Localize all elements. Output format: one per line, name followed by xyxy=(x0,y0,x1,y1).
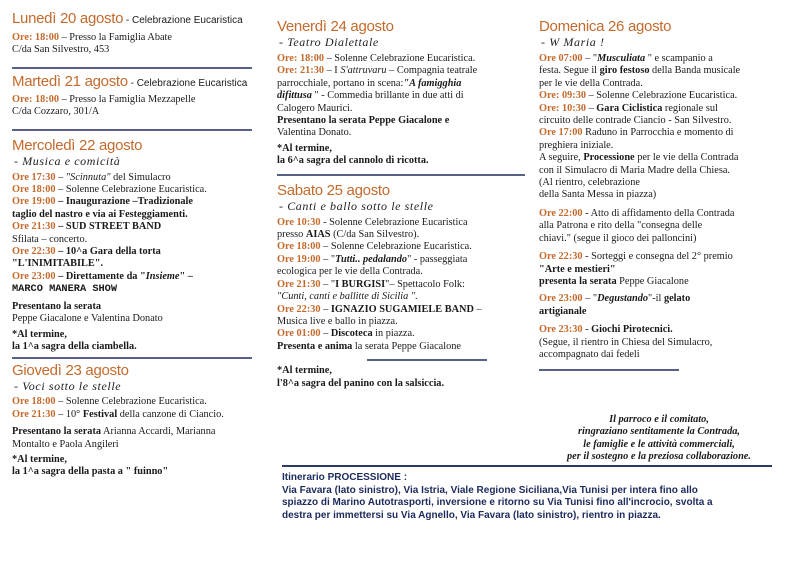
day-monday xyxy=(12,10,267,69)
event-text: – Presso la Famiglia Abate xyxy=(59,32,172,43)
divider xyxy=(367,359,487,361)
time: Ore 23:00 xyxy=(539,293,583,305)
event-text: – Solenne Celebrazione Eucaristica. xyxy=(55,184,207,196)
day-subtitle: - Celebrazione Eucaristica xyxy=(123,15,243,26)
day-tuesday xyxy=(12,73,267,131)
time: Ore 22:30 xyxy=(12,246,56,258)
divider xyxy=(12,357,252,359)
event-text: Degustando xyxy=(597,293,648,305)
event-text: Festival xyxy=(82,408,118,420)
day-theme: - W Maria ! xyxy=(541,35,605,49)
time: Ore 21:30 xyxy=(12,408,56,420)
event-text: " e scampanio a xyxy=(645,53,713,64)
event-text: – Compagnia teatrale xyxy=(386,65,478,77)
closing-label: *Al termine, xyxy=(12,328,67,340)
event-text: regionale sul xyxy=(662,102,718,114)
time: Ore 22:00 xyxy=(539,207,583,219)
event-text: – Solenne Celebrazione Eucaristica. xyxy=(55,396,207,408)
day-theme: - Musica e comicità xyxy=(14,153,121,168)
time: Ore 19:00 xyxy=(12,196,56,208)
day-theme: - Teatro Dialettale xyxy=(279,35,379,49)
time: Ore: 18:00 xyxy=(12,93,59,105)
column-middle xyxy=(277,0,539,390)
closing-text: la 1^a sagra della ciambella. xyxy=(12,340,137,352)
event-text: giro festoso xyxy=(599,65,650,77)
day-theme: - Voci sotto le stelle xyxy=(14,379,122,394)
event-text: difittusa xyxy=(277,90,312,102)
day-wednesday xyxy=(12,137,267,360)
event-text: "-il xyxy=(648,293,664,305)
time: Ore: 10:30 xyxy=(539,102,586,114)
presenters-label: Presentano la serata xyxy=(277,115,367,127)
column-left xyxy=(12,0,267,479)
event-text: (Segue, il rientro in Chiesa del Simulacro, xyxy=(539,336,713,348)
time: Ore 10:30 xyxy=(277,216,321,228)
day-title: Mercoledì 22 agosto xyxy=(12,136,143,154)
day-saturday xyxy=(277,182,539,390)
event-text: – xyxy=(320,303,331,315)
event-text: – Solenne Celebrazione Eucaristica. xyxy=(324,53,476,64)
event-text: – " xyxy=(320,278,336,290)
time: Ore 21:30 xyxy=(277,278,321,290)
procession-itinerary xyxy=(282,472,782,522)
closing-label: *Al termine, xyxy=(277,365,332,377)
event-text: "Scinnuta" xyxy=(65,171,111,183)
day-theme: - Canti e ballo sotto le stelle xyxy=(279,198,434,213)
day-friday xyxy=(277,18,539,176)
event-text: della Banda musicale xyxy=(649,65,741,77)
event-text: circuito delle contrade Ciancio - San Silvestro. xyxy=(539,115,732,127)
event-text: Raduno in Parrocchia e momento di xyxy=(582,127,734,139)
event-text: MARCO MANERA SHOW xyxy=(12,283,118,296)
event-text: – Solenne Celebrazione Eucaristica. xyxy=(320,241,472,253)
event-text: con il Simulacro di Maria Madre della Chiesa. xyxy=(539,164,731,176)
event-text: IGNAZIO SUGAMIELE BAND xyxy=(330,303,474,315)
time: Ore 07:00 xyxy=(539,53,583,64)
time: Ore 18:00 xyxy=(277,241,321,253)
event-text: – I xyxy=(324,65,341,77)
event-text: gelato xyxy=(663,293,691,305)
time: Ore 18:00 xyxy=(12,184,56,196)
itinerary-heading: Itinerario PROCESSIONE : xyxy=(282,472,408,483)
event-text: - Sorteggi e consegna del 2° premio xyxy=(582,251,733,263)
thanks-line: Il parroco e il comitato, xyxy=(609,414,709,425)
event-text: della Santa Messa in piazza) xyxy=(539,189,657,201)
thanks-note xyxy=(539,414,779,464)
event-text: Processione xyxy=(583,152,635,164)
time: Ore 23:30 xyxy=(539,324,583,336)
divider xyxy=(282,465,772,467)
event-text: "Cunti, canti e ballitte di Sicilia ". xyxy=(277,291,418,303)
presenters: Arianna Accardi, Marianna xyxy=(101,426,216,438)
time: Ore: 09:30 xyxy=(539,90,586,102)
event-text: I BURGISI xyxy=(335,278,386,290)
event-text: C/da Cozzaro, 301/A xyxy=(12,106,100,118)
event-text: ecologica per le vie della Contrada. xyxy=(277,266,423,278)
closing-text: la 6^a sagra del cannolo di ricotta. xyxy=(277,155,429,167)
event-text: – xyxy=(55,171,66,183)
event-text: - xyxy=(582,324,592,336)
time: Ore 21:30 xyxy=(12,221,56,233)
event-text: Tutti.. pedalando xyxy=(335,253,408,265)
event-text: Musculiata xyxy=(597,53,646,64)
thanks-line: le famiglie e le attività commerciali, xyxy=(583,438,735,450)
divider xyxy=(12,67,252,69)
event-text: parrocchiale, portano in scena: xyxy=(277,77,404,89)
event-text: "Arte e mestieri" xyxy=(539,263,616,275)
closing-label: *Al termine, xyxy=(12,453,67,465)
column-right xyxy=(539,0,779,371)
time: Ore 22:30 xyxy=(277,303,321,315)
time: Ore 23:00 xyxy=(12,270,56,282)
presenters: Peppe Giacalone e xyxy=(366,115,450,127)
presenters-label: Presentano la serata xyxy=(12,426,102,438)
time: Ore 01:00 xyxy=(277,328,321,340)
presenters-label: Presenta e anima xyxy=(277,340,353,352)
event-text: – Presso la Famiglia Mezzapelle xyxy=(59,93,196,105)
event-text: Discoteca xyxy=(330,328,373,340)
day-title: Lunedì 20 agosto xyxy=(12,10,124,27)
event-text: Musica live e ballo in piazza. xyxy=(277,315,398,327)
event-text: della canzone di Ciancio. xyxy=(117,408,224,420)
presenters: Montalto e Paola Angileri xyxy=(12,438,119,450)
time: Ore: 18:00 xyxy=(12,32,59,43)
event-text: – xyxy=(473,303,482,315)
thanks-line: per il sostegno e la preziosa collaborazione. xyxy=(567,451,751,463)
event-text: "– Spettacolo Folk: xyxy=(385,278,465,290)
event-text: taglio del nastro e via ai Festeggiamenti. xyxy=(12,208,188,220)
event-text: preghiera iniziale. xyxy=(539,139,614,151)
event-text: chiavi." (segue il gioco dei palloncini) xyxy=(539,232,697,244)
time: Ore 17:30 xyxy=(12,171,56,183)
event-text: (C/da San Silvestro). xyxy=(330,229,420,241)
event-text: – Solenne Celebrazione Eucaristica. xyxy=(586,90,738,102)
divider xyxy=(277,174,525,176)
event-text: AIAS xyxy=(305,229,331,241)
event-text: – " xyxy=(582,293,598,305)
presenters: la serata Peppe Giacalone xyxy=(352,340,461,352)
closing-text: la 1^a sagra della pasta a " fuinno" xyxy=(12,466,169,478)
itinerary-line: spiazzo di Marino Autotrasporti, inversione e ritorno su Via Tunisi fino all'incrocio, svolta a xyxy=(282,497,713,509)
event-text: – xyxy=(320,328,331,340)
closing-label: *Al termine, xyxy=(277,142,332,154)
event-text: festa. Segue il xyxy=(539,65,600,77)
event-text: – Inaugurazione –Tradizionale xyxy=(55,196,193,208)
presenters-label: Presentano la serata xyxy=(12,300,102,312)
presenters: Peppe Giacalone xyxy=(616,275,689,287)
day-title: Martedì 21 agosto xyxy=(12,72,128,90)
event-text: artigianale xyxy=(539,305,587,317)
time: Ore 18:00 xyxy=(12,396,56,408)
event-text: in piazza. xyxy=(372,328,415,340)
day-sunday xyxy=(539,18,779,371)
event-text: "L'INIMITABILE". xyxy=(12,258,104,270)
day-title: Giovedì 23 agosto xyxy=(12,362,129,380)
event-text: "A famigghia xyxy=(403,77,462,89)
presenters: Valentina Donato. xyxy=(277,127,352,139)
time: Ore 19:00 xyxy=(277,253,321,265)
day-title: Venerdì 24 agosto xyxy=(277,18,394,35)
event-text: " – xyxy=(179,270,193,282)
event-text: alla Patrona e rito della "consegna delle xyxy=(539,220,703,232)
event-text: – " xyxy=(320,253,336,265)
time: Ore 17:00 xyxy=(539,127,583,139)
event-text: C/da San Silvestro, 453 xyxy=(12,44,110,56)
closing-text: l'8^a sagra del panino con la salsiccia. xyxy=(277,377,445,389)
time: Ore: 21:30 xyxy=(277,65,324,77)
event-text: – 10° xyxy=(55,408,83,420)
day-thursday xyxy=(12,362,267,478)
event-text: – Direttamente da " xyxy=(55,270,146,282)
event-text: Gara Ciclistica xyxy=(596,102,663,114)
event-text: per le vie della Contrada xyxy=(634,152,739,164)
event-text: per le vie della Contrada. xyxy=(539,77,643,89)
day-subtitle: - Celebrazione Eucaristica xyxy=(127,77,248,89)
event-text: A seguire, xyxy=(539,152,584,164)
event-text: – xyxy=(586,102,597,114)
event-text: - Solenne Celebrazione Eucaristica xyxy=(320,216,468,228)
event-text: Calogero Maurici. xyxy=(277,102,353,114)
event-text: – 10^a Gara della torta xyxy=(55,246,161,258)
divider xyxy=(12,129,252,131)
event-text: – SUD STREET BAND xyxy=(55,221,162,233)
event-text: - Atto di affidamento della Contrada xyxy=(582,207,735,219)
event-text: Sfilata – concerto. xyxy=(12,233,88,245)
event-text: Giochi Pirotecnici. xyxy=(591,324,673,336)
day-title: Domenica 26 agosto xyxy=(539,18,672,35)
event-text: accompagnato dai fedeli xyxy=(539,348,640,360)
event-text: " - passeggiata xyxy=(407,253,468,265)
event-text: presso xyxy=(277,229,306,241)
time: Ore 22:30 xyxy=(539,251,583,263)
time: Ore: 18:00 xyxy=(277,53,324,64)
divider xyxy=(539,369,679,371)
event-text: " - Commedia brillante in due atti di xyxy=(311,90,464,102)
day-title: Sabato 25 agosto xyxy=(277,181,390,199)
event-text: Insieme xyxy=(145,270,180,282)
presenters: Peppe Giacalone e Valentina Donato xyxy=(12,313,163,325)
event-text: del Simulacro xyxy=(110,171,171,183)
event-text: S'attruvaru xyxy=(340,65,387,77)
event-text: – " xyxy=(582,53,598,64)
itinerary-line: destra per immettersi su Via Agnello, Via Favara (lato sinistro), rientro in piazza. xyxy=(282,509,661,521)
event-text: (Al rientro, celebrazione xyxy=(539,177,640,189)
presenters-label: presenta la serata xyxy=(539,275,617,287)
thanks-line: ringraziano sentitamente la Contrada, xyxy=(578,426,740,438)
itinerary-line: Via Favara (lato sinistro), Via Istria, Viale Regione Siciliana,Via Tunisi per intera fino allo xyxy=(282,484,698,496)
